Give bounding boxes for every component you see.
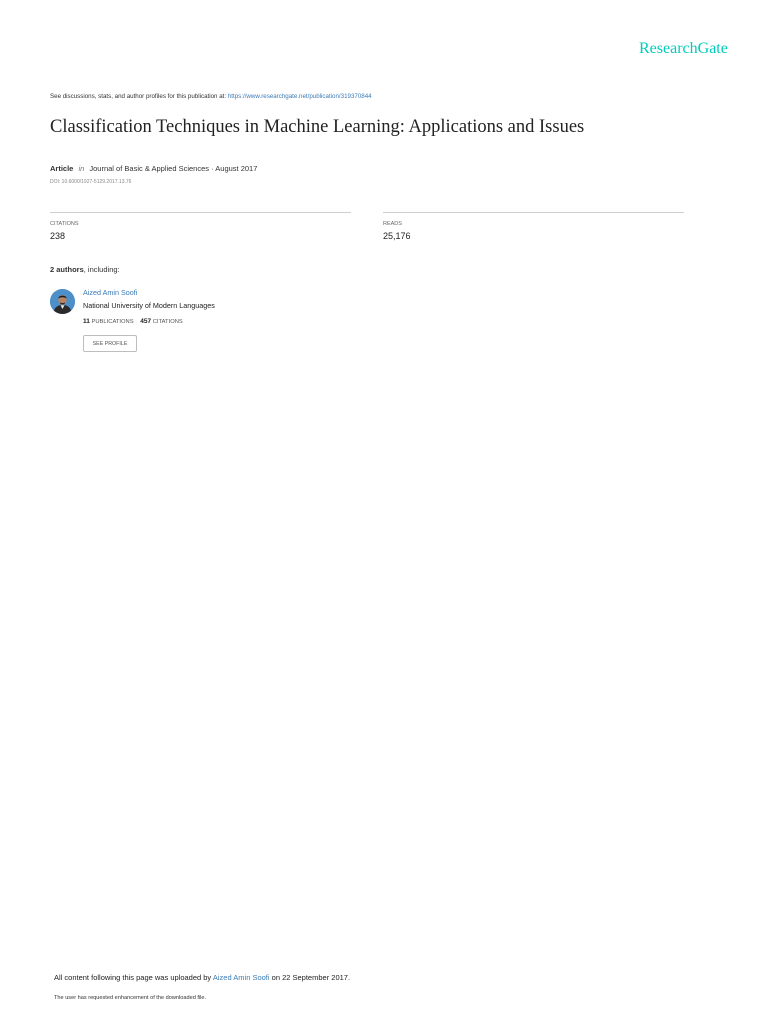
reads-value: 25,176 xyxy=(383,231,411,241)
authors-suffix: , including: xyxy=(83,265,120,274)
author-stats xyxy=(83,318,188,325)
upload-suffix: on 22 September 2017. xyxy=(271,973,351,982)
enhancement-note: The user has requested enhancement of the downloaded file. xyxy=(54,995,207,1001)
reads-label: READS xyxy=(383,221,402,227)
publication-link[interactable]: https://www.researchgate.net/publication/319370844 xyxy=(227,93,372,100)
upload-notice xyxy=(54,973,350,982)
reads-divider xyxy=(383,212,684,213)
publication-title: Classification Techniques in Machine Learning: Applications and Issues xyxy=(50,117,585,137)
author-publications-count: 11 xyxy=(83,318,90,325)
publication-meta xyxy=(50,164,257,173)
in-label: in xyxy=(78,164,85,173)
author-institution: National University of Modern Languages xyxy=(83,301,215,310)
citations-value: 238 xyxy=(50,231,66,241)
venue-date: Journal of Basic & Applied Sciences · August 2017 xyxy=(89,164,258,173)
researchgate-logo[interactable]: ResearchGate xyxy=(639,40,728,57)
author-photo xyxy=(50,289,75,314)
author-citations-label: CITATIONS xyxy=(152,319,183,325)
citations-divider xyxy=(50,212,351,213)
authors-count: 2 authors xyxy=(50,265,84,274)
avatar[interactable] xyxy=(50,289,75,314)
upload-prefix: All content following this page was uploaded by xyxy=(54,973,212,982)
author-citations-count: 457 xyxy=(140,318,152,325)
uploader-link[interactable]: Aized Amin Soofi xyxy=(212,973,270,982)
doi: DOI: 10.6000/1927-5129.2017.13.76 xyxy=(50,179,132,185)
intro-line xyxy=(50,93,372,100)
citations-label: CITATIONS xyxy=(50,221,79,227)
authors-heading xyxy=(50,265,120,274)
publication-type: Article xyxy=(50,164,74,173)
author-publications-label: PUBLICATIONS xyxy=(91,319,134,325)
see-profile-button[interactable]: SEE PROFILE xyxy=(83,335,137,352)
intro-text: See discussions, stats, and author profiles for this publication at: xyxy=(50,93,227,100)
author-name-link[interactable]: Aized Amin Soofi xyxy=(83,288,138,297)
